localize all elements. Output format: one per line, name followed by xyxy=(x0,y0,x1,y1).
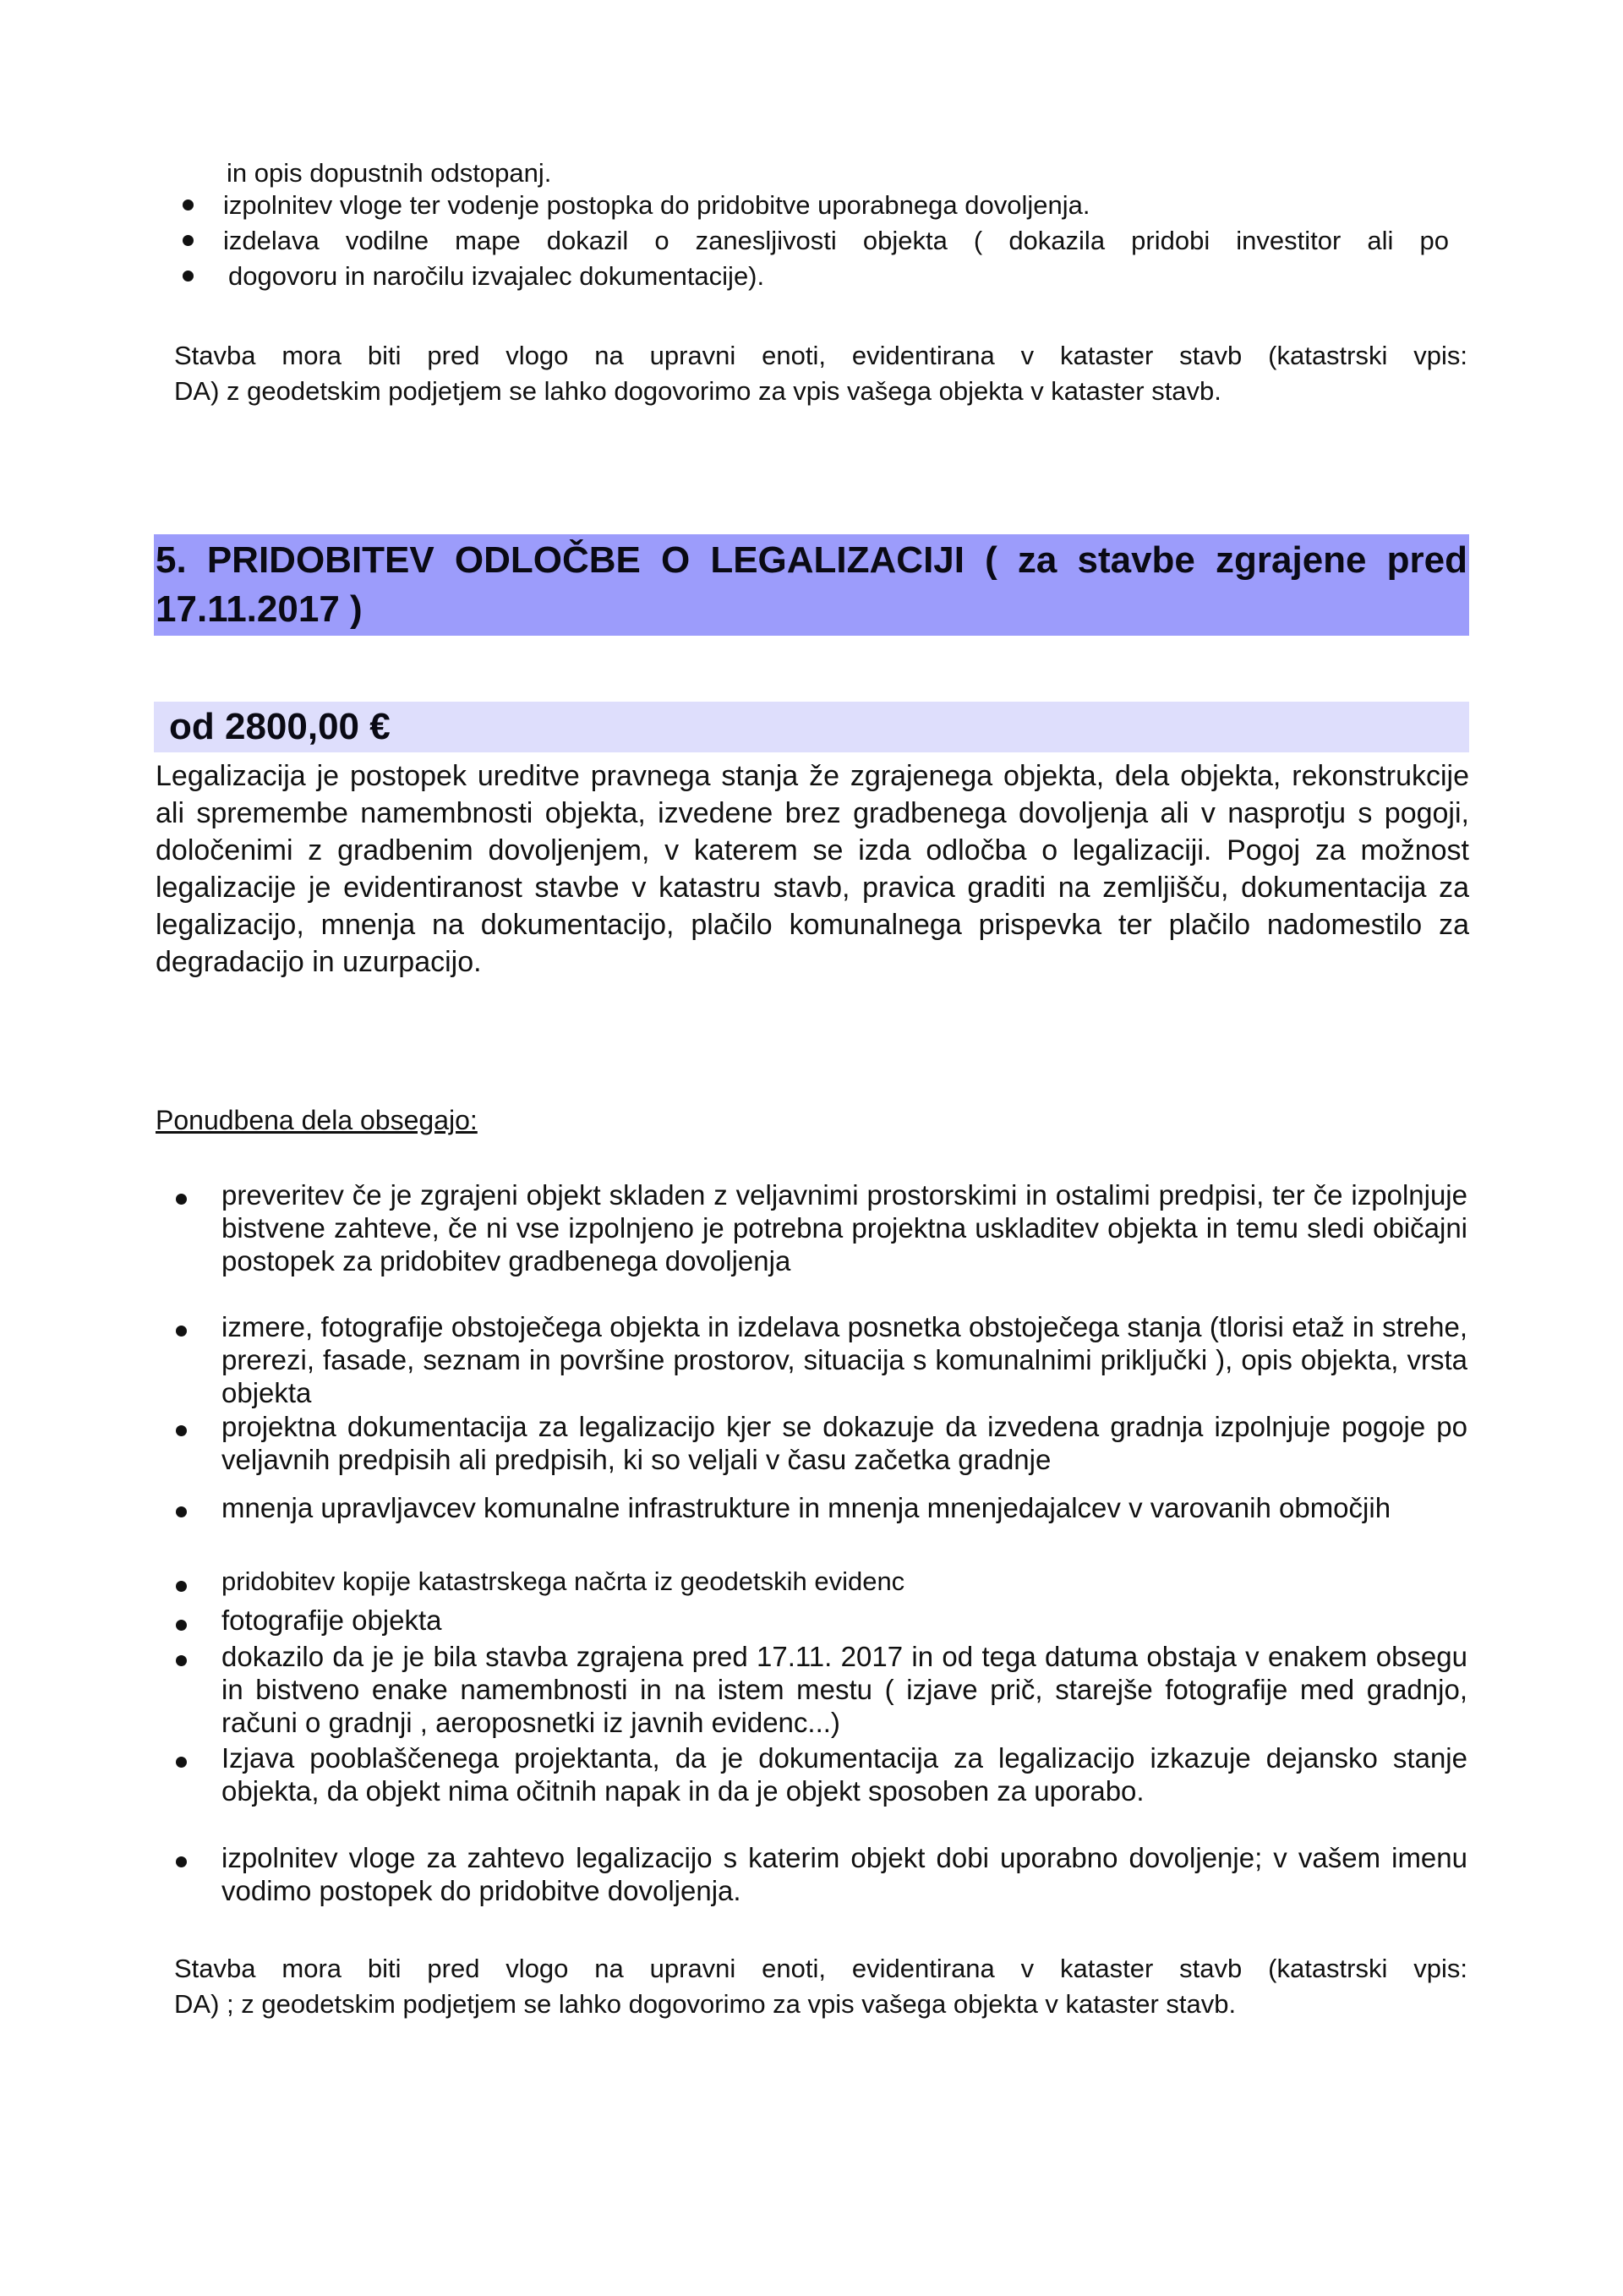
description-paragraph: Legalizacija je postopek ureditve pravnega stanja že zgrajenega objekta, dela objekta, rekonstrukcije ali spremembe namembnosti objekta, izvedene brez gradbenega dovoljenja ali v nasprotju s pogoji, določenimi z gradbenim dovoljenjem, v katerem se izda odločba o legalizaciji. Pogoj za možnost legalizacije je evidentiranost stavbe v katastru stavb, pravica graditi na zemljišču, dokumentacija za legalizacijo, mnenja na dokumentacijo, plačilo komunalnega prispevka ter plačilo nadomestilo za degradacijo in uzurpacijo. xyxy=(156,760,1469,978)
scope-item: izmere, fotografije obstoječega objekta in izdelava posnetka obstoječega stanja (tlorisi etaž in strehe, prerezi, fasade, seznam in površine prostorov, situacija s komunalnimi priključki ), opis objekta, vrsta objekta xyxy=(221,1311,1467,1408)
bullet-icon xyxy=(176,1856,187,1867)
scope-item: fotografije objekta xyxy=(221,1604,442,1636)
list-item: izpolnitev vloge ter vodenje postopka do pridobitve uporabnega dovoljenja. xyxy=(223,190,1090,220)
cadastre-note-line: Stavba mora biti pred vlogo na upravni enoti, evidentirana v kataster stavb (katastrski vpis: xyxy=(174,1954,1467,1983)
list-item: dogovoru in naročilu izvajalec dokumentacije). xyxy=(228,261,765,291)
bullet-icon xyxy=(183,200,194,210)
cadastre-note-line: DA) z geodetskim podjetjem se lahko dogovorimo za vpis vašega objekta v kataster stavb. xyxy=(174,376,1221,406)
scope-item: dokazilo da je je bila stavba zgrajena pred 17.11. 2017 in od tega datuma obstaja v enakem obsegu in bistveno enake namembnosti in na istem mestu ( izjave prič, starejše fotografije med gradnjo, računi o gradnji , aeroposnetki iz javnih evidenc...) xyxy=(221,1641,1467,1738)
bullet-icon xyxy=(176,1506,187,1517)
continuation-text: in opis dopustnih odstopanj. xyxy=(227,158,552,188)
price-label: od 2800,00 € xyxy=(169,706,391,747)
list-item: izdelava vodilne mape dokazil o zanesljivosti objekta ( dokazila pridobi investitor ali po xyxy=(223,226,1449,255)
bullet-icon xyxy=(176,1194,187,1205)
cadastre-note-line: DA) ; z geodetskim podjetjem se lahko dogovorimo za vpis vašega objekta v kataster stavb. xyxy=(174,1989,1237,2019)
section-heading: 5. PRIDOBITEV ODLOČBE O LEGALIZACIJI ( za stavbe zgrajene pred 17.11.2017 ) xyxy=(156,539,1467,630)
scope-item: Izjava pooblaščenega projektanta, da je dokumentacija za legalizacijo izkazuje dejansko stanje objekta, da objekt nima očitnih napak in da je objekt sposoben za uporabo. xyxy=(221,1742,1467,1807)
scope-item: preveritev če je zgrajeni objekt skladen z veljavnimi prostorskimi in ostalimi predpisi, ter če izpolnjuje bistvene zahteve, če ni vse izpolnjeno je potrebna projektna uskladitev objekta in temu sledi običajni postopek za pridobitev gradbenega dovoljenja xyxy=(221,1179,1467,1276)
bullet-icon xyxy=(176,1425,187,1436)
scope-item: mnenja upravljavcev komunalne infrastrukture in mnenja mnenjedajalcev v varovanih območjih xyxy=(221,1492,1391,1523)
bullet-icon xyxy=(176,1620,187,1631)
bullet-icon xyxy=(183,235,194,246)
bullet-icon xyxy=(176,1581,187,1592)
scope-item: projektna dokumentacija za legalizacijo kjer se dokazuje da izvedena gradnja izpolnjuje pogoje po veljavnih predpisih ali predpisih, ki so veljali v času začetka gradnje xyxy=(221,1411,1467,1475)
cadastre-note-line: Stavba mora biti pred vlogo na upravni enoti, evidentirana v kataster stavb (katastrski vpis: xyxy=(174,341,1467,370)
scope-item: pridobitev kopije katastrskega načrta iz geodetskih evidenc xyxy=(221,1566,905,1596)
scope-item: izpolnitev vloge za zahtevo legalizacijo s katerim objekt dobi uporabno dovoljenje; v vašem imenu vodimo postopek do pridobitve dovoljenja. xyxy=(221,1842,1467,1906)
bullet-icon xyxy=(176,1326,187,1337)
bullet-icon xyxy=(183,271,194,282)
bullet-icon xyxy=(176,1655,187,1666)
bullet-icon xyxy=(176,1757,187,1768)
scope-label: Ponudbena dela obsegajo: xyxy=(156,1105,478,1135)
